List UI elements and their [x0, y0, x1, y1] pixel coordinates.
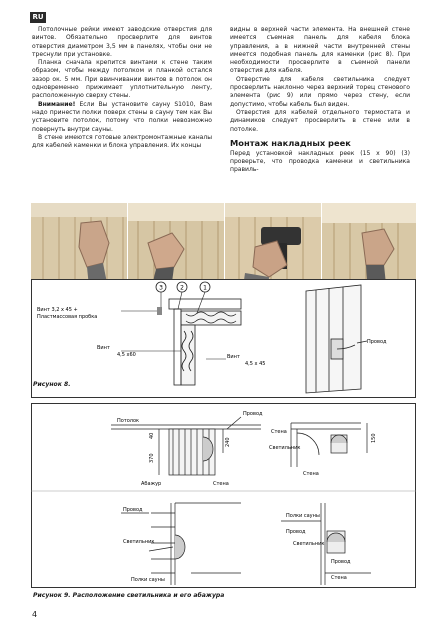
wall-label-4: Стена: [331, 575, 347, 581]
light-label-2: Светильник: [269, 445, 301, 451]
wire-label: Провод: [367, 339, 387, 345]
figure-8-box: [31, 279, 416, 398]
wall-label-1: Стена: [213, 481, 229, 487]
callout-2: 2: [180, 284, 184, 292]
dim-150: 150: [371, 433, 377, 443]
paragraph: Отверстие для кабеля светильника следует просверлить наклонно через верхний торец стенового элемента (рис 9) или прямо через стену, если допустимо, чтобы кабель был виден.: [230, 75, 410, 108]
callout-1: 1: [203, 284, 207, 292]
figure-9-caption: Рисунок 9. Расположение светильника и его абажура: [33, 592, 225, 599]
wire-label-2: Провод: [123, 507, 143, 513]
screw-size-2: 4,5 x60: [117, 352, 136, 358]
bench-label-2: Полки сауны: [286, 513, 320, 519]
dim-240: 240: [225, 437, 231, 447]
paragraph: В стене имеются готовые электромонтажные каналы для кабелей каменки и блока управления. Их концы: [32, 133, 212, 150]
bench-label-1: Полки сауны: [131, 577, 165, 583]
language-badge: RU: [30, 12, 46, 23]
paragraph: Отверстия для кабелей отдельного термостата и динамиков следует просверлить в стене или в потолке.: [230, 108, 410, 133]
figure-9-box: [31, 403, 416, 588]
warning-label: Внимание!: [38, 100, 76, 108]
dim-40: 40: [149, 432, 155, 439]
shade-label: Абажур: [141, 481, 162, 487]
light-label-3: Светильник: [123, 539, 155, 545]
dim-370: 370: [149, 453, 155, 463]
screw-label-2: Винт: [97, 345, 110, 351]
wire-label-3: Провод: [286, 529, 306, 535]
screw-label-1: Винт 3,2 x 45 +: [37, 307, 78, 313]
wall-label-2: Стена: [271, 429, 287, 435]
wall-label-3: Стена: [303, 471, 319, 477]
warning-text: Если Вы установите сауну S1010, Вам надо принести полки поверх стены в сауну тем как Вы установите потолок, потому что полки невозможно повернуть внутри сауны.: [32, 100, 212, 133]
page-number: 4: [32, 610, 38, 619]
paragraph: Перед установкой накладных реек (15 x 90) (3) проверьте, что проводка каменки и светильника правиль-: [230, 149, 410, 174]
paragraph: [32, 101, 212, 134]
screw-size-3: 4,5 x 45: [245, 361, 266, 367]
section-heading: Монтаж накладных реек: [230, 137, 351, 148]
paragraph: Планка сначала крепится винтами к стене таким образом, чтобы между потолком и планкой остался зазор ок. 5 мм. При ввинчивании винтов в потолок он одновременно прижимает уплотнительную ленту, расположенную сверху стены.: [32, 59, 212, 100]
light-label-4: Светильник: [293, 541, 325, 547]
plug-label: Пластмассовая пробка: [37, 314, 98, 320]
ceiling-label: Потолок: [117, 418, 140, 424]
callout-3: 3: [159, 284, 163, 292]
paragraph: видны в верхней части элемента. На внешней стене имеется съемная панель для кабеля блока управления, а в нижней части внутренней стены имеется подобная панель для каменки (рис 8). При необходимости просверлите в съемной панели отверстия для кабеля.: [230, 26, 410, 75]
figure-8-caption: Рисунок 8.: [33, 381, 71, 388]
screw-label-3: Винт: [227, 354, 240, 360]
wire-label-1: Провод: [243, 411, 263, 417]
wire-label-4: Провод: [331, 559, 351, 565]
text-column-right: [230, 26, 410, 175]
paragraph: Потолочные рейки имеют заводские отверстия для винтов. Обязательно просверлите для винтов отверстия диаметром 3,5 мм в панелях, чтобы они не треснули при установке.: [32, 26, 212, 58]
text-column-left: [32, 26, 212, 150]
